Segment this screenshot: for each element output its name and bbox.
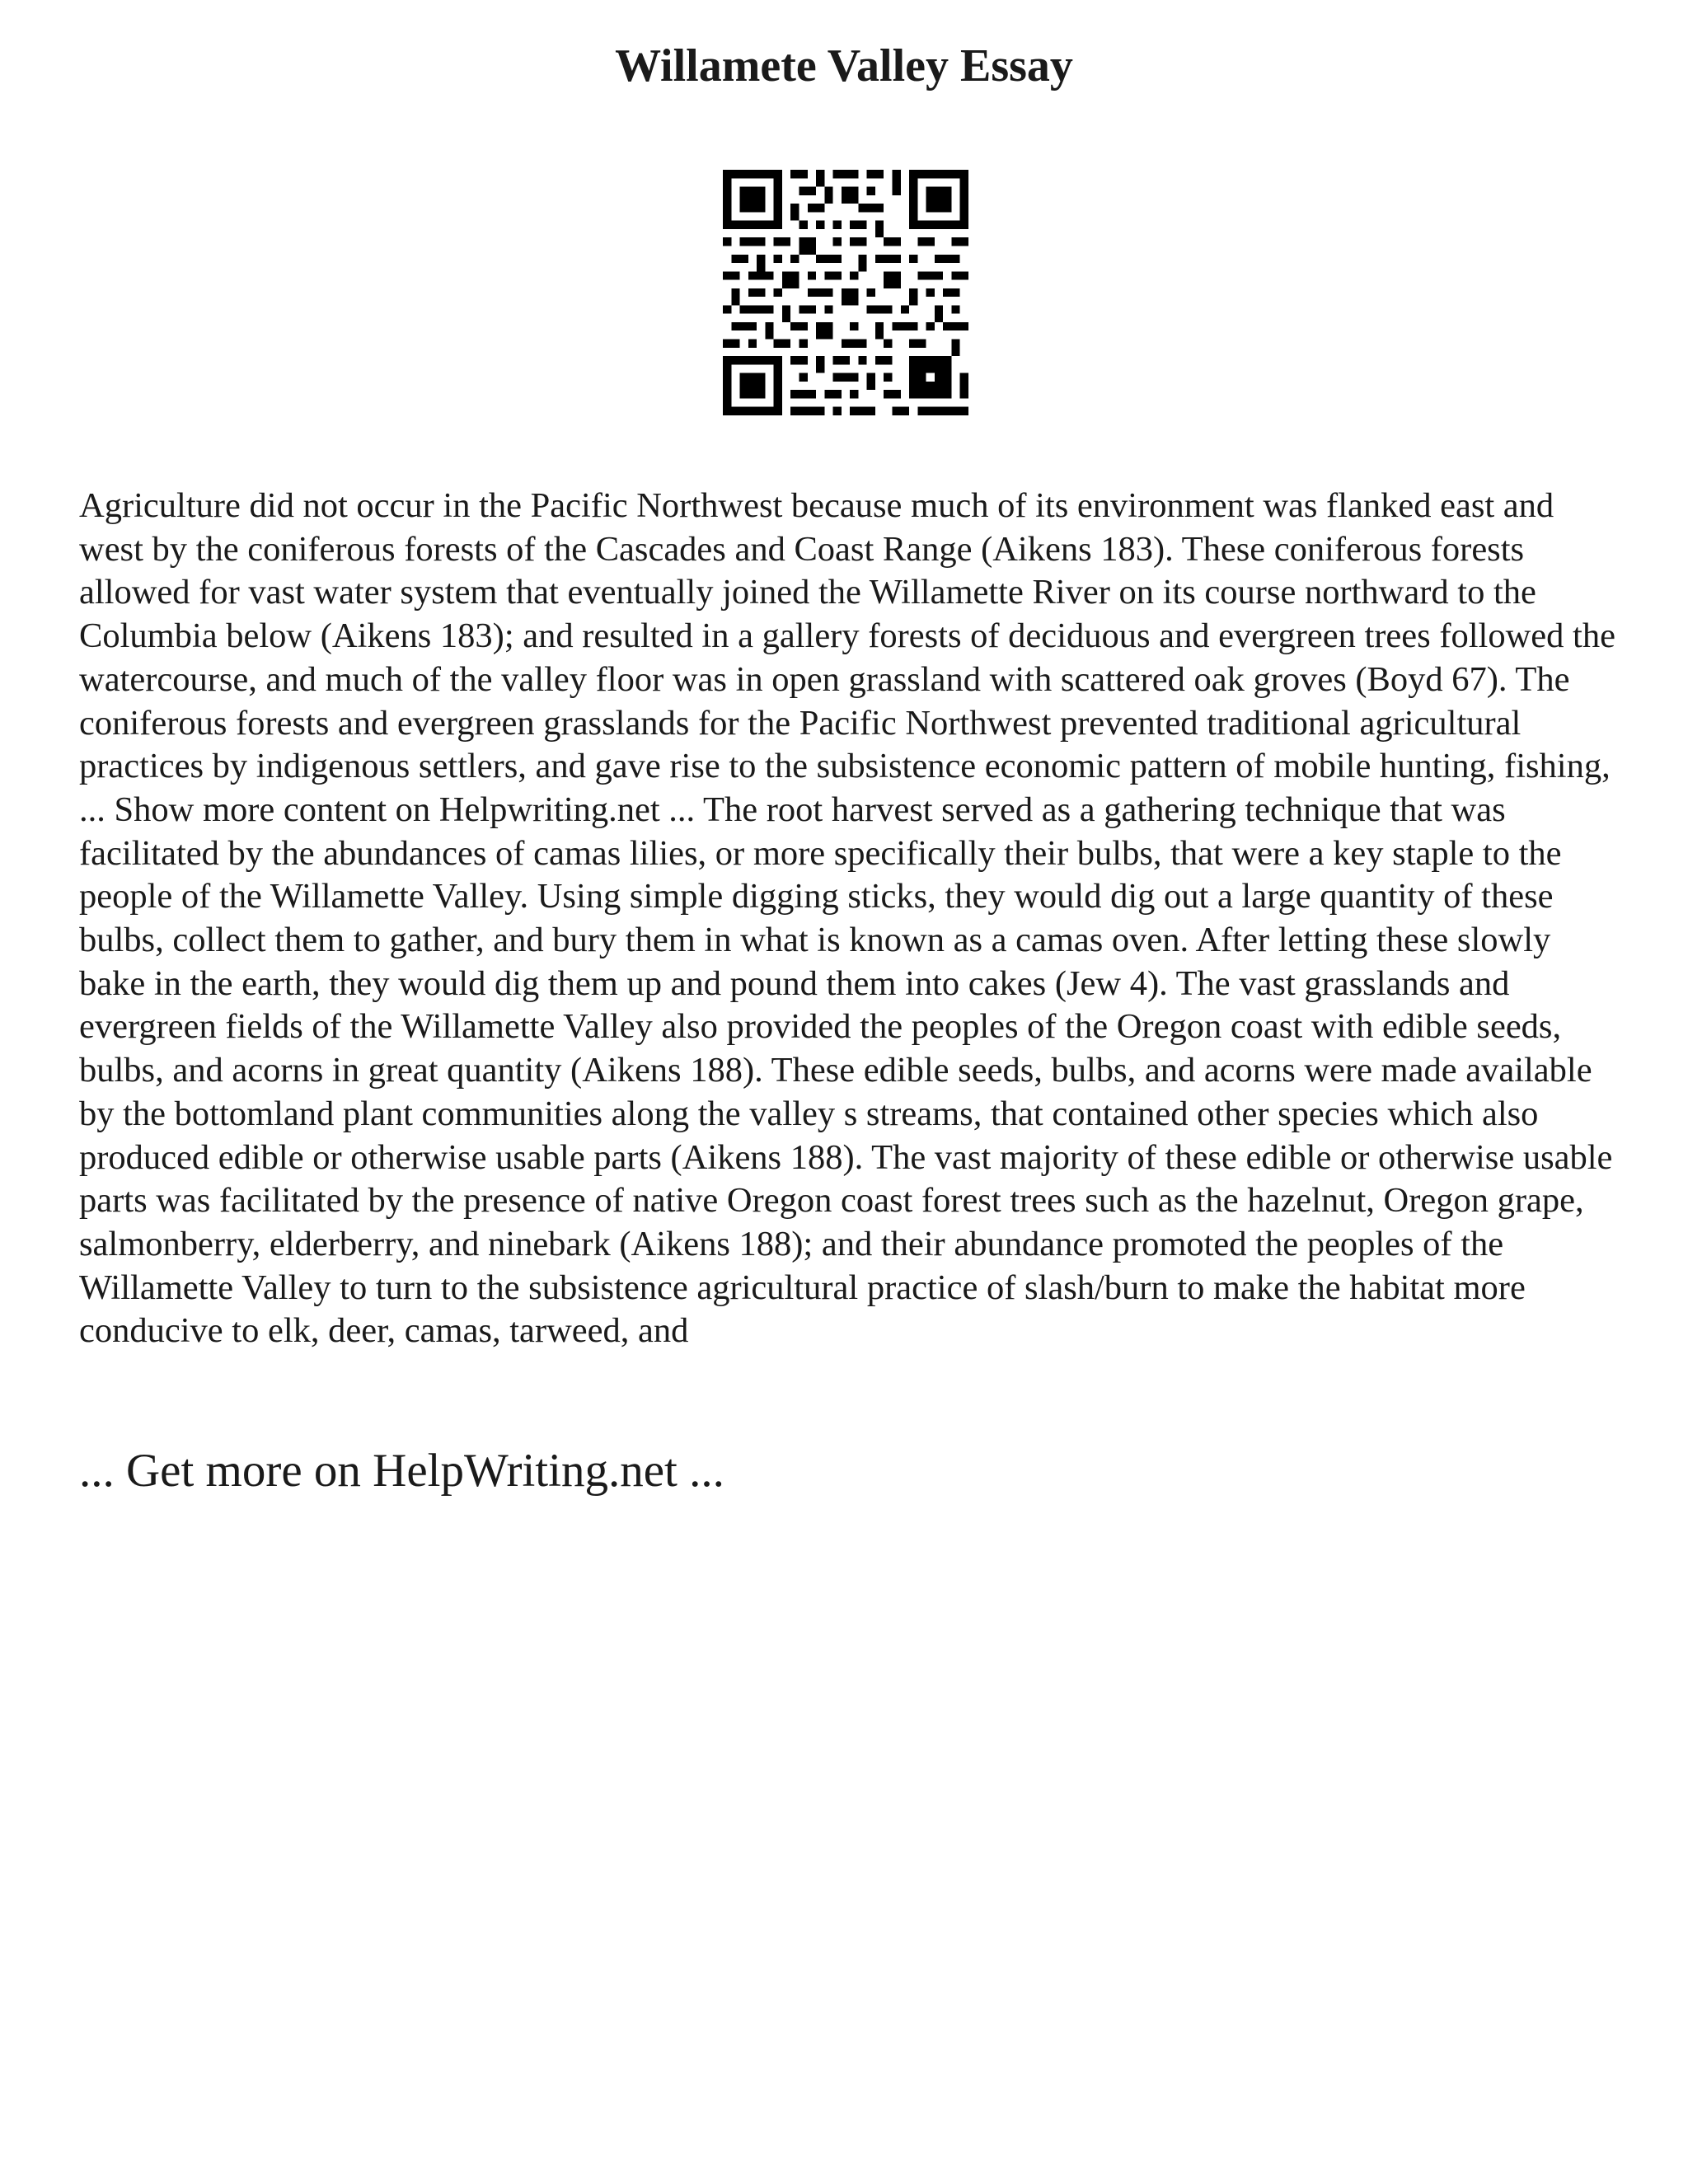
qr-code-graphic: [723, 170, 968, 415]
page-title: Willamete Valley Essay: [615, 40, 1073, 91]
qr-code-icon[interactable]: [723, 170, 968, 415]
get-more-link[interactable]: ... Get more on HelpWriting.net ...: [79, 1445, 724, 1497]
essay-body-text: Agriculture did not occur in the Pacific Northwest because much of its environment was flanked east and west by the coniferous forests of the Cascades and Coast Range (Aikens 183). These coniferous forests allowed for vast water system that eventually joined the Willamette River on its course northward to the Columbia below (Aikens 183); and resulted in a gallery forests of deciduous and evergreen trees followed the watercourse, and much of the valley floor was in open grassland with scattered oak groves (Boyd 67). The coniferous forests and evergreen grasslands for the Pacific Northwest prevented traditional agricultural practices by indigenous settlers, and gave rise to the subsistence economic pattern of mobile hunting, fishing, ... Show more content on Helpwriting.net ... The root harvest served as a gathering technique that was facilitated by the abundances of camas lilies, or more specifically their bulbs, that were a key staple to the people of the Willamette Valley. Using simple digging sticks, they would dig out a large quantity of these bulbs, collect them to gather, and bury them in what is known as a camas oven. After letting these slowly bake in the earth, they would dig them up and pound them into cakes (Jew 4). The vast grasslands and evergreen fields of the Willamette Valley also provided the peoples of the Oregon coast with edible seeds, bulbs, and acorns in great quantity (Aikens 188). These edible seeds, bulbs, and acorns were made available by the bottomland plant communities along the valley s streams, that contained other species which also produced edible or otherwise usable parts (Aikens 188). The vast majority of these edible or otherwise usable parts was facilitated by the presence of native Oregon coast forest trees such as the hazelnut, Oregon grape, salmonberry, elderberry, and ninebark (Aikens 188); and their abundance promoted the peoples of the Willamette Valley to turn to the subsistence agricultural practice of slash/burn to make the habitat more conducive to elk, deer, camas, tarweed, and: [79, 486, 1615, 1351]
